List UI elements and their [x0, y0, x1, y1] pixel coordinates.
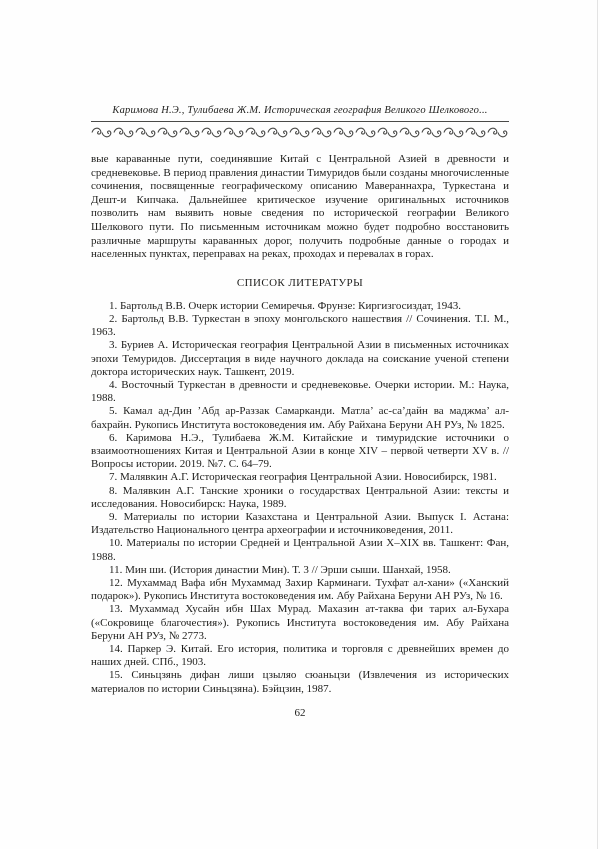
page-number: 62: [294, 706, 306, 719]
reference-item: 14. Паркер Э. Китай. Его история, политика и торговля с древнейших времен до наших дней. СПб., 1903.: [91, 643, 509, 669]
reference-item: 10. Материалы по истории Средней и Центральной Азии X–XIX вв. Ташкент: Фан, 1988.: [91, 537, 509, 563]
reference-item: 6. Каримова Н.Э., Тулибаева Ж.М. Китайские и тимуридские источники о взаимоотношениях Китая и Центральной Азии в конце XIV – первой четверти XV в. // Вопросы истории. 2019. №7. С. 64–79.: [91, 431, 509, 471]
running-header: Каримова Н.Э., Тулибаева Ж.М. Историческая география Великого Шелкового...: [112, 105, 488, 116]
reference-item: 1. Бартольд В.В. Очерк истории Семиречья. Фрунзе: Киргизгосиздат, 1943.: [109, 299, 461, 312]
reference-item: 13. Мухаммад Хусайн ибн Шах Мурад. Махазин ат-таква фи тарих ал-Бухара («Сокровище благочестия»). Рукопись Института востоковедения им. Абу Райхана Беруни АН РУз, № 2773.: [91, 603, 509, 642]
reference-item: 3. Буриев А. Историческая география Центральной Азии в письменных источниках эпохи Темуридов. Диссертация в виде научного доклада на соискание ученой степени доктора исторических наук. Ташкент, 2019.: [91, 339, 509, 378]
reference-item: 7. Малявкин А.Г. Историческая география Центральной Азии. Новосибирск, 1981.: [109, 471, 497, 484]
reference-list: [91, 300, 509, 696]
ornament-border-icon: [91, 126, 509, 140]
reference-item: 8. Малявкин А.Г. Танские хроники о государствах Центральной Азии: тексты и исследования. Новосибирск: Наука, 1989.: [91, 484, 509, 510]
body-paragraph: вые караванные пути, соединявшие Китай с Центральной Азией в древности и средневековье. В период правления династии Тимуридов были созданы многочисленные сочинения, посвященные географическому описанию Мавераннахра, Туркестана и Дешт-и Кипчака. Дальнейшее критическое изучение оригинальных источников позволить нам выявить новые сведения по исторической географии Великого Шелкового пути. По письменным источникам можно будет подробно восстановить различные маршруты караванных дорог, получить подробные данные о городах и населенных пунктах, переправах на реках, проходах и перевалах в горах.: [91, 153, 509, 261]
reference-item: 2. Бартольд В.В. Туркестан в эпоху монгольского нашествия // Сочинения. Т.I. М., 1963.: [91, 312, 509, 339]
reference-item: 4. Восточный Туркестан в древности и средневековье. Очерки истории. М.: Наука, 1988.: [91, 378, 509, 405]
reference-item: 12. Мухаммад Вафа ибн Мухаммад Захир Карминаги. Тухфат ал-хани» («Ханский подарок»). Рукопись Института востоковедения им. Абу Райхана Беруни АН РУз, № 16.: [91, 577, 509, 603]
reference-item: 9. Материалы по истории Казахстана и Центральной Азии. Выпуск I. Астана: Издательство Национального центра археографии и источниковедения, 2011.: [91, 511, 509, 537]
reference-item: 15. Синьцзянь дифан лиши цзыляо сюаньцзи (Извлечения из исторических материалов по истории Синьцзяна). Бэйцзин, 1987.: [91, 669, 509, 695]
page-content: [91, 104, 509, 719]
header-rule: [91, 121, 509, 122]
section-heading: СПИСОК ЛИТЕРАТУРЫ: [236, 276, 364, 289]
reference-item: 5. Камал ад-Дин ’Абд ар-Раззак Самарканди. Матла’ ас-са’дайн ва маджма’ ал-бахрайн. Рукопись Института востоковедения им. Абу Райхана Беруни АН РУз, № 1825.: [91, 405, 509, 431]
reference-item: 11. Мин ши. (История династии Мин). Т. 3 // Эрши сыши. Шанхай, 1958.: [109, 563, 451, 576]
